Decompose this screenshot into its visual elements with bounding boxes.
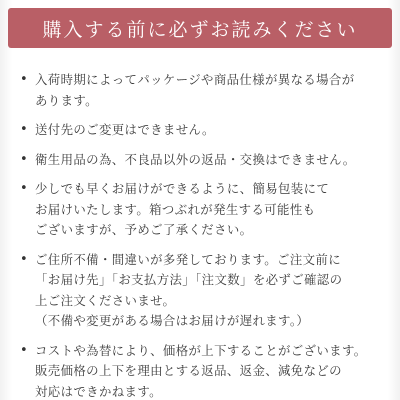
notice-title: 購入する前に必ずお読みください [42,18,358,41]
notice-line: お届けいたします。箱つぶれが発生する可能性も [35,201,316,217]
notice-line: （不備や変更がある場合はお届けが遅れます。） [35,313,310,328]
notice-list [20,70,380,400]
notice-header-banner [8,8,392,48]
notice-line: ございますが、予めご了承ください。 [35,222,253,237]
notice-line: 衛生用品の為、不良品以外の返品・交換はできません。 [35,151,356,167]
bullet-icon: • [20,151,29,167]
notice-item-simple-packaging [20,179,380,241]
notice-line: 販売価格の上下を理由とする返品、返金、減免などの [35,363,342,378]
notice-line: 入荷時期によってパッケージや商品仕様が異なる場合が [35,72,355,87]
notice-line: あります。 [35,92,98,108]
notice-line: コストや為替により、価格が上下することがございます。 [35,342,367,358]
bullet-icon: • [20,181,29,196]
notice-line: 「お届け先」「お支払方法」「注文数」を必ずご確認の [35,272,343,287]
notice-line: 送付先のご変更はできません。 [35,122,215,137]
notice-item-packaging [20,70,380,111]
bullet-icon: • [20,251,29,267]
notice-item-address-errors [20,250,380,332]
notice-item-price-changes [20,341,380,400]
notice-line: 上ご注文くださいませ。 [35,292,176,308]
bullet-icon: • [20,122,29,137]
notice-line: ご住所不備・間違いが多発しております。ご注文前に [35,251,341,267]
notice-item-address-change [20,120,380,141]
notice-line: 対応はできかねます。 [35,383,162,399]
bullet-icon: • [20,342,29,358]
bullet-icon: • [20,72,29,87]
notice-line: 少しでも早くお届けができるように、簡易包装にて [35,181,330,196]
notice-item-returns [20,150,380,171]
